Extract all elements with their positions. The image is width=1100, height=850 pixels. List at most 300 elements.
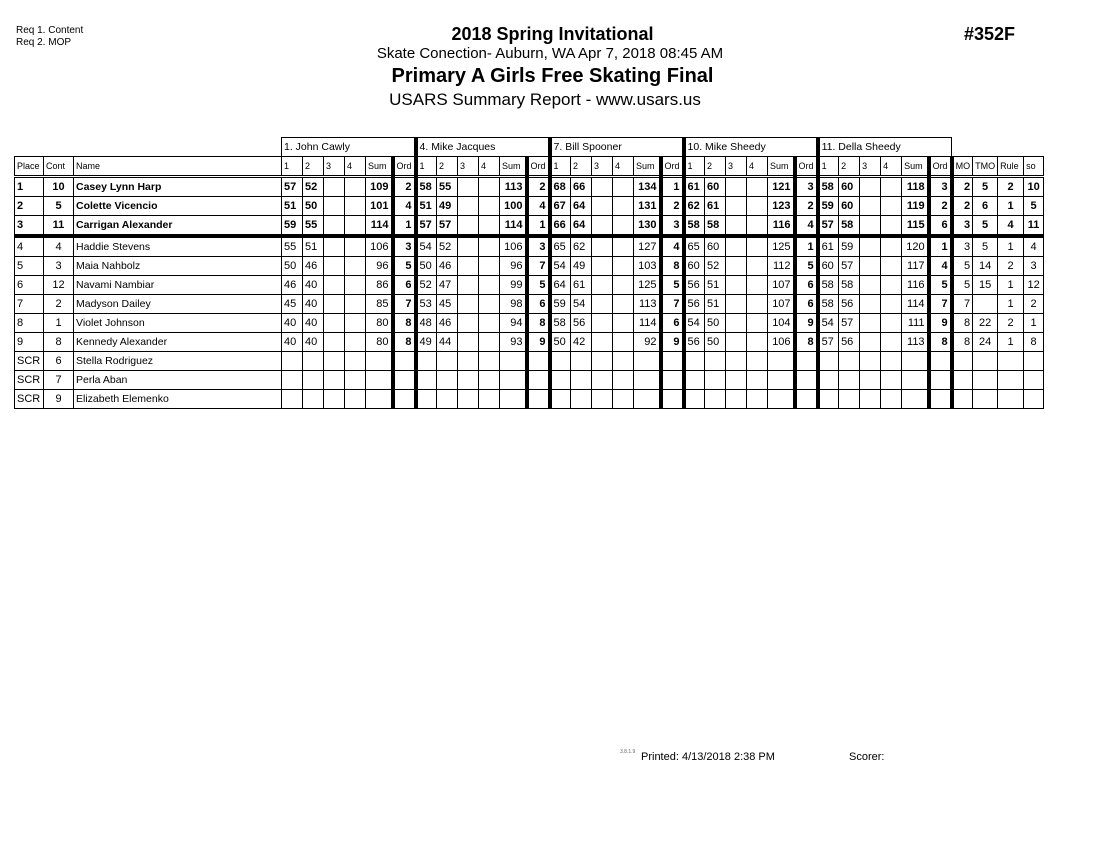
score-cell	[458, 314, 479, 333]
score-cell	[592, 295, 613, 314]
sum-cell: 107	[768, 276, 795, 295]
score-cell	[479, 216, 500, 237]
ordinal-cell	[929, 390, 952, 409]
so-cell	[1024, 371, 1044, 390]
sum-cell: 114	[366, 216, 393, 237]
col-score-3: 4	[747, 157, 768, 177]
col-score-5: Ord	[929, 157, 952, 177]
ordinal-cell: 9	[527, 333, 550, 352]
score-cell: 40	[303, 333, 324, 352]
score-cell	[613, 177, 634, 197]
score-cell	[747, 177, 768, 197]
score-cell	[705, 390, 726, 409]
sum-cell: 114	[902, 295, 929, 314]
tmo-cell: 24	[973, 333, 998, 352]
place-cell: 5	[15, 257, 44, 276]
col-score-1: 2	[571, 157, 592, 177]
col-score-2: 3	[458, 157, 479, 177]
score-cell: 64	[550, 276, 571, 295]
score-cell	[324, 236, 345, 257]
score-cell	[726, 352, 747, 371]
score-cell	[324, 390, 345, 409]
sum-cell: 111	[902, 314, 929, 333]
score-cell	[345, 177, 366, 197]
ordinal-cell: 8	[661, 257, 684, 276]
rule-cell: 1	[998, 197, 1024, 216]
score-cell	[881, 295, 902, 314]
score-cell	[860, 333, 881, 352]
score-cell	[345, 333, 366, 352]
score-cell: 51	[416, 197, 437, 216]
so-cell: 8	[1024, 333, 1044, 352]
score-cell: 46	[282, 276, 303, 295]
col-so: so	[1024, 157, 1044, 177]
place-cell: 2	[15, 197, 44, 216]
score-cell	[550, 390, 571, 409]
ordinal-cell	[527, 371, 550, 390]
score-cell: 54	[684, 314, 705, 333]
score-cell	[345, 371, 366, 390]
cont-cell: 7	[44, 371, 74, 390]
col-score-3: 4	[881, 157, 902, 177]
score-cell	[416, 371, 437, 390]
score-cell: 61	[705, 197, 726, 216]
judge-name: 4. Mike Jacques	[416, 138, 550, 157]
score-cell	[881, 314, 902, 333]
name-cell: Navami Nambiar	[74, 276, 282, 295]
sum-cell: 114	[634, 314, 661, 333]
score-cell	[303, 390, 324, 409]
col-score-5: Ord	[393, 157, 416, 177]
score-cell: 54	[571, 295, 592, 314]
so-cell	[1024, 390, 1044, 409]
sum-cell: 125	[634, 276, 661, 295]
sum-cell: 115	[902, 216, 929, 237]
ordinal-cell: 6	[929, 216, 952, 237]
requirement-mop: Req 2. MOP	[16, 37, 72, 48]
sum-cell	[768, 371, 795, 390]
sum-cell: 107	[768, 295, 795, 314]
score-cell	[592, 177, 613, 197]
score-cell	[550, 371, 571, 390]
table-row	[15, 352, 1044, 371]
score-cell	[860, 236, 881, 257]
score-cell	[458, 371, 479, 390]
score-cell	[571, 371, 592, 390]
score-cell: 47	[437, 276, 458, 295]
tmo-cell	[973, 295, 998, 314]
sum-cell	[500, 371, 527, 390]
score-cell	[818, 352, 839, 371]
so-cell: 10	[1024, 177, 1044, 197]
sum-cell	[902, 371, 929, 390]
judge-name: 10. Mike Sheedy	[684, 138, 818, 157]
score-cell: 57	[437, 216, 458, 237]
cont-cell: 10	[44, 177, 74, 197]
score-cell	[881, 352, 902, 371]
score-cell: 50	[416, 257, 437, 276]
score-cell	[726, 371, 747, 390]
score-cell: 59	[818, 197, 839, 216]
score-cell	[324, 371, 345, 390]
score-cell: 56	[684, 333, 705, 352]
ordinal-cell: 4	[929, 257, 952, 276]
score-cell	[416, 352, 437, 371]
requirement-content: Req 1. Content	[16, 25, 84, 36]
score-cell	[613, 276, 634, 295]
name-cell: Colette Vicencio	[74, 197, 282, 216]
col-score-2: 3	[592, 157, 613, 177]
score-cell	[345, 352, 366, 371]
score-cell	[860, 276, 881, 295]
score-cell	[881, 216, 902, 237]
sum-cell: 121	[768, 177, 795, 197]
mo-cell: 5	[952, 276, 973, 295]
score-cell	[747, 314, 768, 333]
col-score-4: Sum	[500, 157, 527, 177]
score-cell	[860, 257, 881, 276]
score-cell	[345, 236, 366, 257]
rule-cell: 2	[998, 177, 1024, 197]
mo-cell: 7	[952, 295, 973, 314]
score-cell: 56	[684, 276, 705, 295]
score-cell	[458, 333, 479, 352]
score-cell	[437, 390, 458, 409]
score-cell	[592, 314, 613, 333]
score-cell	[437, 371, 458, 390]
score-cell: 62	[684, 197, 705, 216]
score-cell: 51	[282, 197, 303, 216]
venue-datetime: Skate Conection- Auburn, WA Apr 7, 2018 08:45 AM	[376, 45, 724, 62]
results-table	[14, 137, 1044, 409]
score-cell	[613, 197, 634, 216]
score-cell	[345, 197, 366, 216]
score-cell: 56	[839, 295, 860, 314]
ordinal-cell: 3	[795, 177, 818, 197]
place-cell: 3	[15, 216, 44, 237]
ordinal-cell	[795, 371, 818, 390]
ordinal-cell: 1	[929, 236, 952, 257]
table-row	[15, 197, 1044, 216]
score-cell	[458, 257, 479, 276]
score-cell	[458, 352, 479, 371]
score-cell	[881, 371, 902, 390]
score-cell	[458, 390, 479, 409]
sum-cell: 96	[500, 257, 527, 276]
score-cell: 52	[416, 276, 437, 295]
report-subtitle: USARS Summary Report - www.usars.us	[389, 90, 701, 109]
score-cell	[613, 371, 634, 390]
mo-cell: 3	[952, 216, 973, 237]
score-cell	[726, 216, 747, 237]
score-cell	[881, 333, 902, 352]
ordinal-cell: 7	[929, 295, 952, 314]
sum-cell	[768, 390, 795, 409]
score-cell: 59	[550, 295, 571, 314]
col-score-5: Ord	[661, 157, 684, 177]
col-score-0: 1	[416, 157, 437, 177]
score-cell: 56	[571, 314, 592, 333]
table-row	[15, 236, 1044, 257]
score-cell	[592, 390, 613, 409]
score-cell: 57	[839, 257, 860, 276]
sum-cell: 134	[634, 177, 661, 197]
score-cell: 58	[416, 177, 437, 197]
score-cell	[726, 197, 747, 216]
score-cell	[705, 371, 726, 390]
score-cell: 66	[550, 216, 571, 237]
score-cell	[479, 314, 500, 333]
score-cell: 58	[705, 216, 726, 237]
score-cell	[416, 390, 437, 409]
col-score-4: Sum	[768, 157, 795, 177]
score-cell	[860, 216, 881, 237]
sum-cell	[902, 352, 929, 371]
ordinal-cell	[929, 371, 952, 390]
score-cell	[324, 276, 345, 295]
sum-cell: 85	[366, 295, 393, 314]
score-cell	[592, 371, 613, 390]
score-cell	[324, 314, 345, 333]
ordinal-cell: 9	[661, 333, 684, 352]
score-cell	[479, 371, 500, 390]
score-cell: 59	[839, 236, 860, 257]
score-cell: 57	[818, 333, 839, 352]
cont-cell: 1	[44, 314, 74, 333]
score-cell	[839, 352, 860, 371]
so-cell: 11	[1024, 216, 1044, 237]
col-score-0: 1	[282, 157, 303, 177]
score-cell	[747, 371, 768, 390]
ordinal-cell: 3	[393, 236, 416, 257]
sum-cell: 127	[634, 236, 661, 257]
score-cell	[726, 333, 747, 352]
sum-cell: 125	[768, 236, 795, 257]
score-cell: 45	[282, 295, 303, 314]
score-cell: 58	[839, 276, 860, 295]
ordinal-cell: 2	[527, 177, 550, 197]
ordinal-cell	[795, 352, 818, 371]
score-cell	[458, 276, 479, 295]
score-cell: 57	[416, 216, 437, 237]
ordinal-cell: 5	[795, 257, 818, 276]
place-cell: 7	[15, 295, 44, 314]
col-score-1: 2	[839, 157, 860, 177]
score-cell	[592, 276, 613, 295]
col-score-4: Sum	[902, 157, 929, 177]
judge-name: 1. John Cawly	[282, 138, 416, 157]
score-cell	[592, 333, 613, 352]
score-cell: 48	[416, 314, 437, 333]
col-place: Place	[15, 157, 44, 177]
score-cell: 57	[839, 314, 860, 333]
score-cell: 49	[416, 333, 437, 352]
score-cell	[571, 352, 592, 371]
col-tmo: TMO	[973, 157, 998, 177]
sum-cell: 123	[768, 197, 795, 216]
score-cell: 58	[818, 295, 839, 314]
score-cell: 52	[303, 177, 324, 197]
score-cell	[458, 177, 479, 197]
sum-cell: 104	[768, 314, 795, 333]
col-score-1: 2	[437, 157, 458, 177]
sum-cell: 86	[366, 276, 393, 295]
judge-name: 7. Bill Spooner	[550, 138, 684, 157]
ordinal-cell	[929, 352, 952, 371]
sum-cell: 101	[366, 197, 393, 216]
score-cell: 49	[437, 197, 458, 216]
score-cell: 40	[303, 314, 324, 333]
score-cell	[303, 352, 324, 371]
rule-cell: 1	[998, 295, 1024, 314]
table-row	[15, 216, 1044, 237]
ordinal-cell	[661, 371, 684, 390]
sum-cell: 106	[500, 236, 527, 257]
score-cell	[860, 177, 881, 197]
score-cell	[860, 314, 881, 333]
score-cell: 67	[550, 197, 571, 216]
sum-cell: 106	[768, 333, 795, 352]
ordinal-cell: 6	[527, 295, 550, 314]
place-cell: 9	[15, 333, 44, 352]
ordinal-cell: 4	[393, 197, 416, 216]
score-cell: 44	[437, 333, 458, 352]
score-cell	[592, 236, 613, 257]
ordinal-cell: 5	[527, 276, 550, 295]
score-cell	[592, 257, 613, 276]
score-cell	[726, 236, 747, 257]
scorer-label: Scorer:	[849, 751, 885, 763]
sum-cell	[500, 352, 527, 371]
place-cell: 1	[15, 177, 44, 197]
col-rule: Rule	[998, 157, 1024, 177]
sum-cell: 80	[366, 333, 393, 352]
score-cell: 40	[282, 333, 303, 352]
sum-cell: 98	[500, 295, 527, 314]
score-cell: 65	[684, 236, 705, 257]
score-cell: 52	[705, 257, 726, 276]
score-cell	[437, 352, 458, 371]
tmo-cell: 15	[973, 276, 998, 295]
judge-header-row	[15, 138, 1044, 157]
score-cell	[613, 216, 634, 237]
sum-cell: 113	[902, 333, 929, 352]
sum-cell: 94	[500, 314, 527, 333]
score-cell	[747, 333, 768, 352]
sum-cell	[634, 371, 661, 390]
sum-cell: 112	[768, 257, 795, 276]
mo-cell	[952, 371, 973, 390]
score-cell: 64	[571, 216, 592, 237]
score-cell	[860, 390, 881, 409]
ordinal-cell: 8	[527, 314, 550, 333]
ordinal-cell	[393, 352, 416, 371]
ordinal-cell: 6	[393, 276, 416, 295]
ordinal-cell: 3	[527, 236, 550, 257]
sum-cell: 99	[500, 276, 527, 295]
score-cell	[324, 333, 345, 352]
table-row	[15, 390, 1044, 409]
mo-cell	[952, 352, 973, 371]
score-cell: 46	[437, 257, 458, 276]
ordinal-cell	[661, 352, 684, 371]
rule-cell	[998, 352, 1024, 371]
printed-timestamp: Printed: 4/13/2018 2:38 PM	[641, 751, 775, 763]
rule-cell: 2	[998, 314, 1024, 333]
name-cell: Haddie Stevens	[74, 236, 282, 257]
table-row	[15, 177, 1044, 197]
score-cell	[282, 352, 303, 371]
score-cell	[479, 276, 500, 295]
score-cell: 57	[282, 177, 303, 197]
col-score-2: 3	[860, 157, 881, 177]
event-title: Primary A Girls Free Skating Final	[391, 65, 714, 87]
score-cell: 50	[303, 197, 324, 216]
ordinal-cell: 6	[795, 295, 818, 314]
score-cell	[592, 197, 613, 216]
ordinal-cell: 3	[929, 177, 952, 197]
name-cell: Elizabeth Elemenko	[74, 390, 282, 409]
cont-cell: 5	[44, 197, 74, 216]
sum-cell: 106	[366, 236, 393, 257]
ordinal-cell: 1	[527, 216, 550, 237]
sum-cell: 117	[902, 257, 929, 276]
score-cell	[613, 295, 634, 314]
score-cell	[818, 371, 839, 390]
score-cell: 51	[705, 276, 726, 295]
cont-cell: 3	[44, 257, 74, 276]
score-cell	[282, 390, 303, 409]
col-score-0: 1	[684, 157, 705, 177]
sum-cell	[366, 352, 393, 371]
sum-cell: 113	[500, 177, 527, 197]
ordinal-cell	[795, 390, 818, 409]
sum-cell	[902, 390, 929, 409]
name-cell: Maia Nahbolz	[74, 257, 282, 276]
score-cell: 51	[303, 236, 324, 257]
ordinal-cell	[661, 390, 684, 409]
so-cell: 3	[1024, 257, 1044, 276]
score-cell	[479, 197, 500, 216]
score-cell	[479, 236, 500, 257]
score-cell	[345, 216, 366, 237]
score-cell	[860, 352, 881, 371]
col-mo: MO	[952, 157, 973, 177]
score-cell	[747, 295, 768, 314]
col-score-2: 3	[726, 157, 747, 177]
score-cell	[747, 197, 768, 216]
score-cell	[839, 371, 860, 390]
ordinal-cell: 8	[795, 333, 818, 352]
sum-cell: 113	[634, 295, 661, 314]
so-cell: 4	[1024, 236, 1044, 257]
place-cell: 8	[15, 314, 44, 333]
ordinal-cell: 7	[661, 295, 684, 314]
score-cell	[479, 257, 500, 276]
score-cell: 58	[550, 314, 571, 333]
mo-cell: 2	[952, 177, 973, 197]
cont-cell: 4	[44, 236, 74, 257]
score-cell: 50	[705, 314, 726, 333]
score-cell	[324, 257, 345, 276]
cont-cell: 9	[44, 390, 74, 409]
score-cell: 54	[818, 314, 839, 333]
mo-cell: 3	[952, 236, 973, 257]
rule-cell: 1	[998, 236, 1024, 257]
name-cell: Violet Johnson	[74, 314, 282, 333]
ordinal-cell: 1	[661, 177, 684, 197]
sum-cell: 96	[366, 257, 393, 276]
